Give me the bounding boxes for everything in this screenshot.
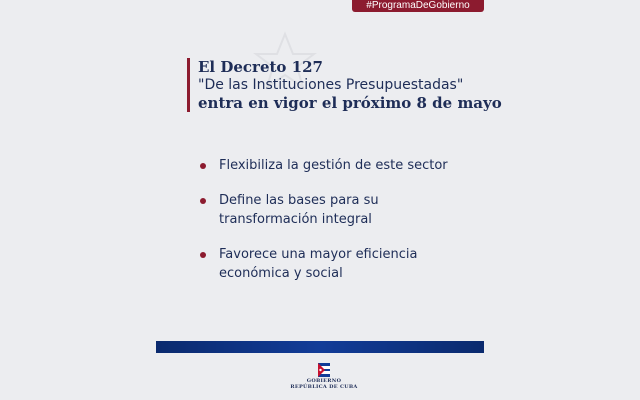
headline-line-3: entra en vigor el próximo 8 de mayo xyxy=(198,94,502,112)
bullet-list xyxy=(200,156,500,299)
bullet-item xyxy=(200,156,500,175)
bullet-item xyxy=(200,191,500,229)
bullet-dot-icon xyxy=(200,252,206,258)
headline xyxy=(187,58,502,112)
logo-line-1: GOBIERNO xyxy=(306,378,342,384)
bullet-text: Favorece una mayor eficiencia económica y social xyxy=(219,247,418,281)
bullet-dot-icon xyxy=(200,198,206,204)
government-logo xyxy=(284,362,364,390)
bullet-text: Define las bases para su transformación integral xyxy=(219,193,379,227)
logo-line-2: REPÚBLICA DE CUBA xyxy=(290,384,358,390)
cuba-flag-icon xyxy=(316,362,332,378)
bullet-text: Flexibiliza la gestión de este sector xyxy=(219,158,448,173)
bullet-dot-icon xyxy=(200,163,206,169)
headline-line-2: "De las Instituciones Presupuestadas" xyxy=(198,77,464,93)
bullet-item xyxy=(200,245,500,283)
hashtag-badge: #ProgramaDeGobierno xyxy=(352,0,484,12)
divider-bar xyxy=(156,341,484,353)
headline-line-1: El Decreto 127 xyxy=(198,58,323,76)
